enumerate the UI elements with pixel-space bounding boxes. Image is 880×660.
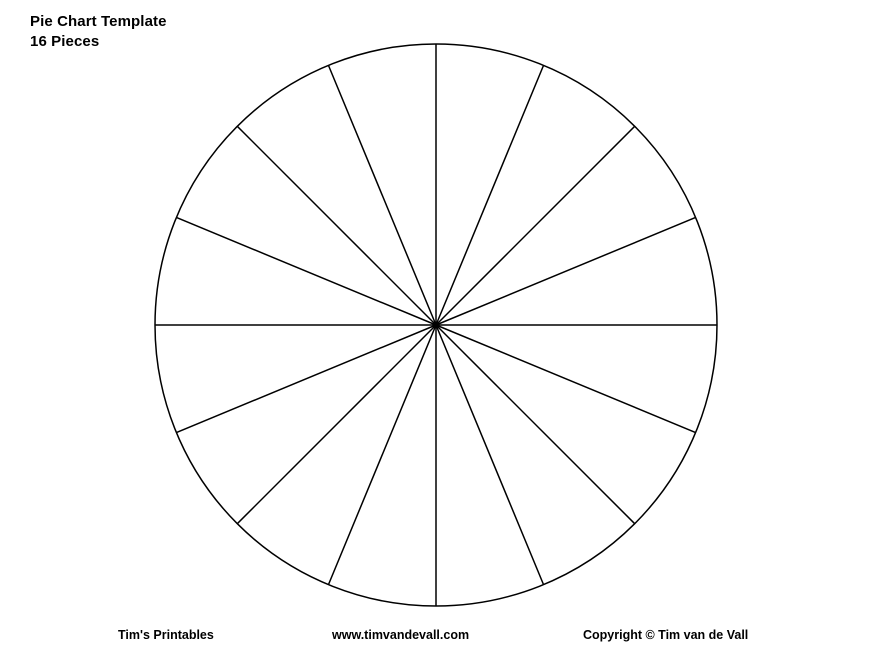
footer [0, 628, 880, 646]
title-line-2: 16 Pieces [30, 33, 100, 51]
footer-copyright: Copyright © Tim van de Vall [583, 628, 749, 642]
footer-website: www.timvandevall.com [332, 628, 470, 642]
pie-slice-group [155, 44, 717, 606]
title-line-1: Pie Chart Template [30, 13, 167, 30]
footer-brand: Tim's Printables [118, 628, 214, 642]
